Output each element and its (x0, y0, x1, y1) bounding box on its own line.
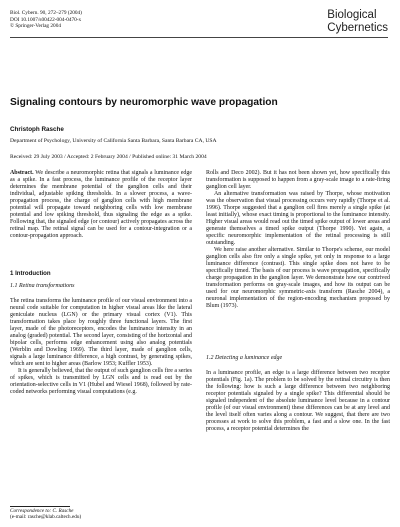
footnote-line-1: Correspondence to: C. Rasche (10, 508, 74, 514)
intro-text-right (206, 170, 390, 310)
paragraph: In a luminance profile, an edge is a large difference between two receptor potentials (Fig. 1a). The problem to be solved by the retinal circuitry is then the following: how is such a large difference between two neighboring receptor potentials signaled by a single spike? This differential should be signaled independent of the absolute luminance level because in a contour profile (of our visual environment) these differences can be at any level and the level itself often varies along a contour. We suggest, that there are two processes at work to solve this problem, a fast and a slow one. In the fast process, a receptor potential determines the (206, 370, 390, 432)
header-divider (10, 37, 388, 38)
journal-citation-block (10, 10, 82, 30)
citation-line: Biol. Cybern. 90, 272–279 (2004) (10, 10, 82, 16)
paragraph: An alternative transformation was raised by Thorpe, whose motivation was the observation that visual processing occurs very rapidly (Thorpe et al. 1996). Thorpe suggested that a ganglion cell fires merely a single spike (at least initially), whose exact timing is proportional to the luminance intensity. Higher visual areas would read out the timed spike output of lower areas and generate themselves a timed spike output (Thorpe 1990). Yet again, a specific neuromorphic implementation of the retinal processing is still outstanding. (206, 191, 390, 246)
doi-line: DOI 10.1007/s00422-004-0470-x (10, 16, 82, 23)
journal-title-line-2: Cybernetics (327, 21, 388, 34)
abstract-block (10, 170, 192, 240)
publication-dates: Received: 29 July 2003 / Accepted: 2 February 2004 / Published online: 31 March 2004 (10, 154, 207, 160)
footnote-line-2: (e-mail: rasche@klab.caltech.edu) (10, 514, 82, 521)
author-affiliation: Department of Psychology, University of California Santa Barbara, Santa Barbara CA, USA (10, 138, 217, 144)
section-heading-introduction: 1 Introduction (10, 270, 51, 277)
paragraph: It is generally believed, that the output of such ganglion cells fire a series of spikes, which is transmitted by LGN cells and is read out by the orientation-selective cells in V1 (Hubel and Wiesel 1968), followed by rate-coded networks performing visual computations (e.g. (10, 368, 192, 395)
subsection-heading-retina: 1.1 Retina transformations (10, 283, 75, 289)
subsection-heading-edge: 1.2 Detecting a luminance edge (206, 355, 283, 361)
edge-detection-text (206, 370, 390, 433)
journal-title-line-1: Biological (327, 9, 377, 21)
paragraph: The retina transforms the luminance profile of our visual environment into a neural code suitable for computation in higher visual areas like the lateral geniculate nucleus (LGN) or the primary visual cortex (V1). This transformation takes place by roughly three functional layers. The first layer, made of the photoreceptors, encodes the luminance intensity in an analog (graded) potential. The second layer, consisting of the horizontal and bipolar cells, performs edge enhancement using also analog potentials (Werblin and Dowling 1969). The third layer, made of ganglion cells, signals a large luminance difference, a high contrast, by generating spikes, which are sent to higher areas (Barlow 1953; Kuffler 1953). (10, 298, 192, 367)
paragraph: We here raise another alternative. Similar to Thorpe's scheme, our model ganglion cells also fire only a single spike, yet only in response to a large luminance difference (contrast). This single spike does not have to be specifically timed. The basis of our process is wave propagation, specifically charge propagation in the ganglion layer. We demonstrate how our contrived transformation performs on gray-scale images, and how its output can be used for our neuromorphic symmetric-axis transform (Rasche 2004), a neuronal implementation of the region-encoding mechanism proposed by Blum (1973). (206, 247, 390, 309)
abstract-label: Abstract. (10, 170, 34, 176)
correspondence-footnote (10, 508, 81, 521)
paragraph: Rolls and Deco 2002). But it has not been shown yet, how specifically this transformation is supposed to happen from a gray-scale image to a rate-firing ganglion cell layer. (206, 170, 390, 190)
author-name: Christoph Rasche (10, 126, 64, 133)
article-title: Signaling contours by neuromorphic wave propagation (10, 97, 278, 108)
footnote-divider (10, 506, 70, 507)
abstract-text: We describe a neuromorphic retina that signals a luminance edge as a spike. In a fast process, the luminance profile of the receptor layer determines the membrane potential of the ganglion cells and their individual, adjustable spiking thresholds. In a slower process, a wave-propagation process, the charge of ganglion cells with high membrane potential will propagate toward neighboring cells with low membrane potential and low spiking threshold, thus signaling the edge as a spike. Following that, the signaled edge (or contour) actively propagates across the retinal map. The retinal signal can be used for a contour-integration or a contour-propagation approach. (10, 170, 192, 239)
journal-logo-title (327, 9, 388, 34)
intro-text-left (10, 298, 192, 396)
copyright-line: © Springer-Verlag 2004 (10, 23, 61, 30)
